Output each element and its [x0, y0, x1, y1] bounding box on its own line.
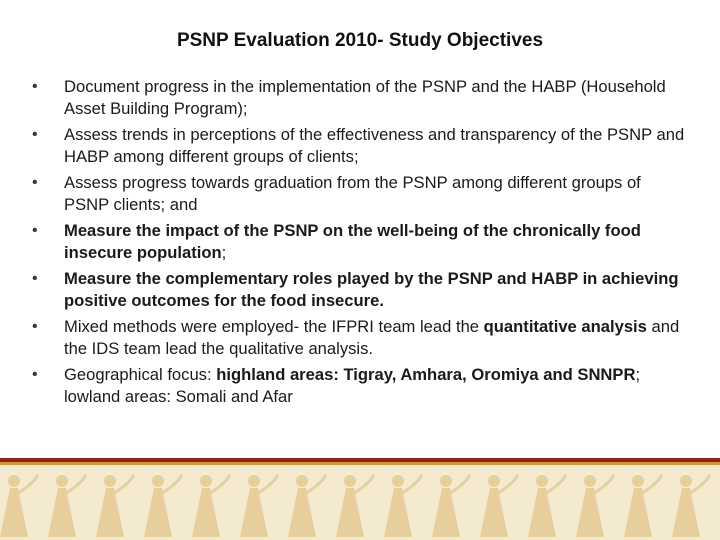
figure-motif [240, 475, 278, 537]
bullet-dot: • [32, 318, 38, 335]
figure-motif [528, 475, 566, 537]
figure-motif [144, 475, 182, 537]
objective-text [64, 269, 678, 310]
text-segment: Document progress in the implementation of the PSNP and the HABP (Household Asset Building Program); [64, 77, 666, 118]
text-segment: ; lowland areas: Somali and Afar [64, 365, 641, 406]
figure-motif [480, 475, 518, 537]
objective-text [64, 221, 641, 262]
objective-item [30, 76, 690, 120]
text-segment: Assess progress towards graduation from the PSNP among different groups of PSNP clients; and [64, 173, 641, 214]
bullet-dot: • [32, 78, 38, 95]
figure-motif [672, 475, 710, 537]
figure-motif [0, 475, 38, 537]
method-item [30, 316, 690, 360]
objective-item [30, 268, 690, 312]
method-text [64, 317, 679, 358]
objective-text [64, 173, 641, 214]
objective-item [30, 220, 690, 264]
objectives-list [30, 76, 690, 412]
figure-motif [624, 475, 662, 537]
objective-text [64, 125, 684, 166]
bullet-dot: • [32, 174, 38, 191]
figure-motif [336, 475, 374, 537]
figure-motif [192, 475, 230, 537]
objective-item [30, 124, 690, 168]
figure-motif [48, 475, 86, 537]
text-segment: and the IDS team lead the qualitative analysis. [64, 317, 680, 358]
text-segment: Mixed methods were employed- the IFPRI team lead the [64, 317, 484, 336]
slide-title: PSNP Evaluation 2010- Study Objectives [176, 30, 544, 51]
text-segment: ; [221, 243, 227, 262]
text-segment: Assess trends in perceptions of the effectiveness and transparency of the PSNP and HABP among different groups of clients; [64, 125, 685, 166]
bold-text-segment: quantitative analysis [483, 317, 647, 336]
objective-text [64, 77, 666, 118]
geography-item [30, 364, 690, 408]
bold-text-segment: highland areas: Tigray, Amhara, Oromiya and SNNPR [216, 365, 636, 384]
figure-motif [384, 475, 422, 537]
objective-item [30, 172, 690, 216]
bullet-dot: • [32, 270, 38, 287]
ethiopian-figures-pattern [0, 465, 720, 540]
geography-text [64, 365, 640, 406]
figure-motif [96, 475, 134, 537]
text-segment: Geographical focus: [64, 365, 217, 384]
figure-motif [288, 475, 326, 537]
bold-text-segment: Measure the complementary roles played by the PSNP and HABP in achieving positive outcomes for the food insecure. [64, 269, 679, 310]
figure-motif [432, 475, 470, 537]
bullet-dot: • [32, 366, 38, 383]
bullet-dot: • [32, 222, 38, 239]
bold-text-segment: Measure the impact of the PSNP on the well-being of the chronically food insecure population [64, 221, 641, 262]
figure-motif [576, 475, 614, 537]
bullet-dot: • [32, 126, 38, 143]
